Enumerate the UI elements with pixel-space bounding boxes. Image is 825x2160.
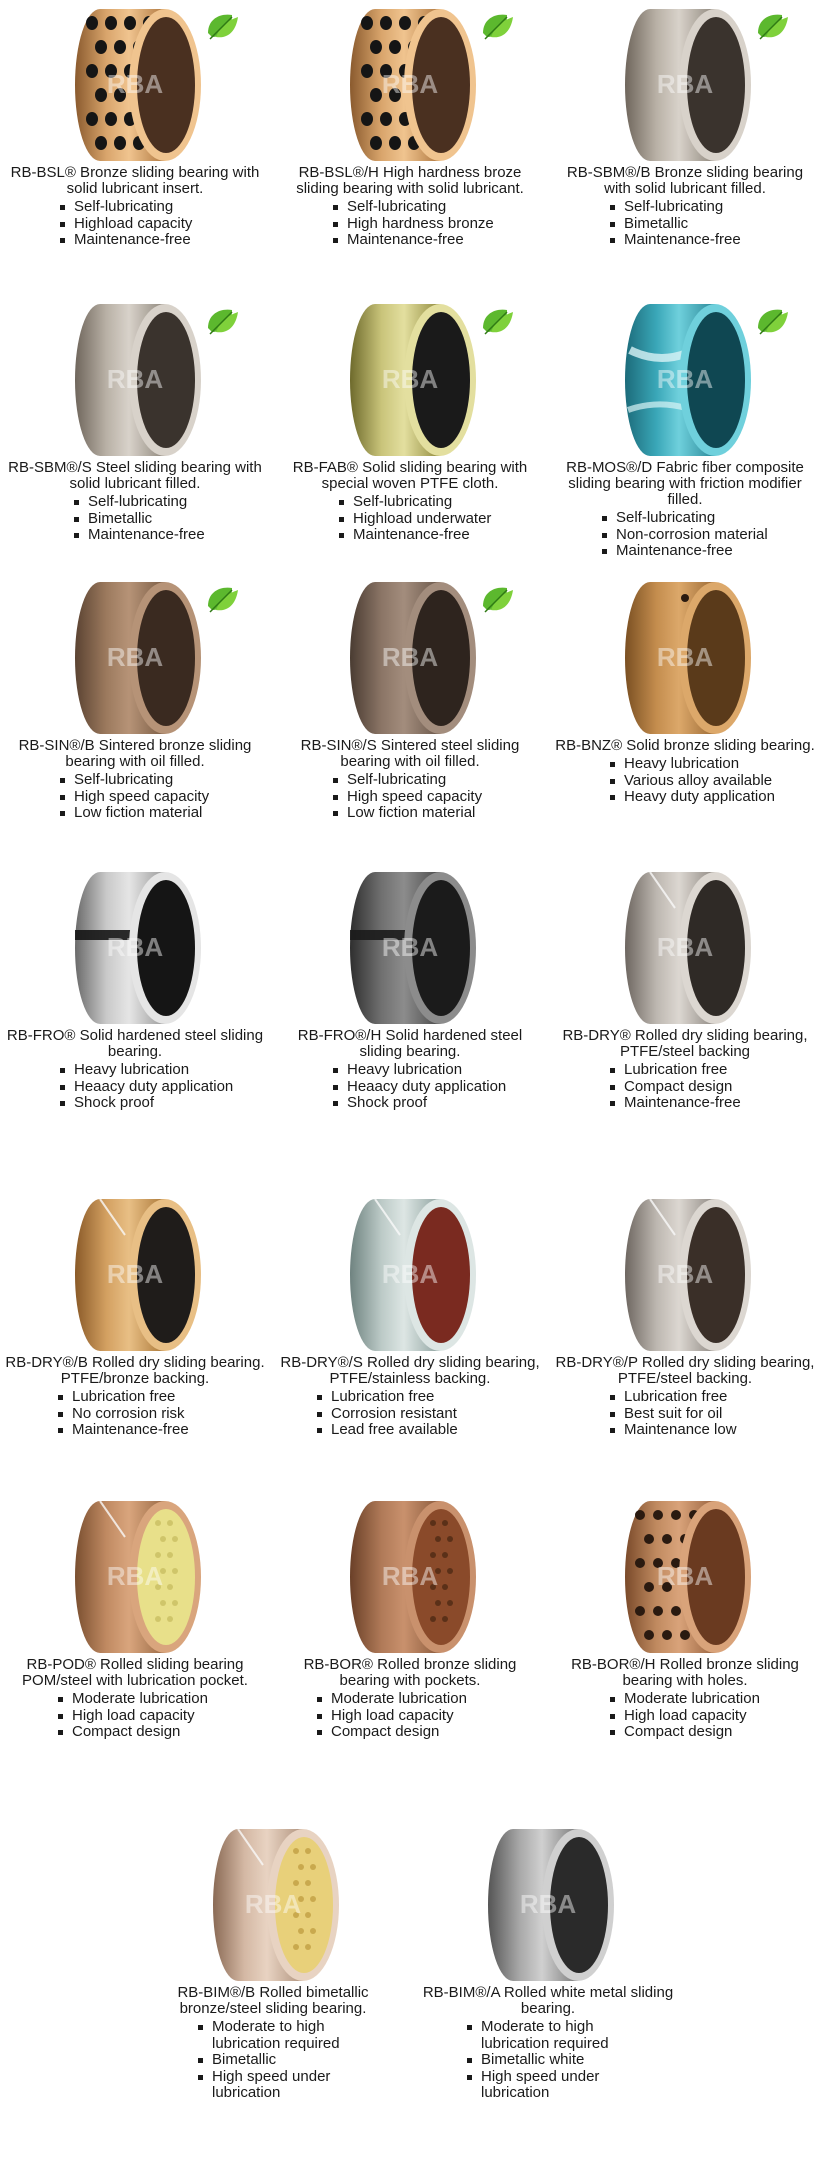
product-card-dry-s[interactable] <box>275 1195 545 1439</box>
product-card-bim-b[interactable] <box>138 1825 408 2102</box>
feature-item: Lubrication free <box>604 1062 820 1079</box>
feature-item: High load capacity <box>604 1708 820 1725</box>
eco-leaf-icon <box>202 302 242 342</box>
feature-list <box>604 1062 820 1112</box>
product-card-fab[interactable] <box>275 300 545 544</box>
feature-list <box>54 1062 270 1112</box>
product-title: RB-FRO® Solid hardened steel sliding bearing. <box>6 1027 264 1060</box>
feature-item: Shock proof <box>54 1095 270 1112</box>
product-title: RB-SIN®/B Sintered bronze sliding bearing with oil filled. <box>18 737 252 770</box>
feature-item: Moderate lubrication <box>52 1691 270 1708</box>
feature-item: Maintenance-free <box>52 1422 270 1439</box>
eco-leaf-icon <box>477 302 517 342</box>
feature-item: High load capacity <box>311 1708 545 1725</box>
rba-watermark: RBA <box>106 642 164 672</box>
feature-item: Self-lubricating <box>68 494 270 511</box>
feature-item: Moderate lubrication <box>604 1691 820 1708</box>
feature-item: High speed under lubrication <box>461 2069 661 2102</box>
product-image <box>550 578 820 738</box>
feature-item: Maintenance-free <box>54 232 270 249</box>
product-card-sbm-s[interactable] <box>0 300 270 544</box>
rba-watermark: RBA <box>106 364 164 394</box>
bushing-image <box>275 1195 545 1355</box>
feature-list <box>327 199 545 249</box>
product-title: RB-BIM®/B Rolled bimetallic bronze/steel sliding bearing. <box>177 1984 369 2017</box>
product-card-sin-b[interactable] <box>0 578 270 822</box>
eco-leaf-icon <box>202 580 242 620</box>
feature-item: Maintenance-free <box>333 527 545 544</box>
eco-leaf-icon <box>752 302 792 342</box>
product-title: RB-DRY®/B Rolled dry sliding bearing. PTFE/bronze backing. <box>5 1354 265 1387</box>
product-image <box>138 1825 408 1985</box>
rba-watermark: RBA <box>106 1259 164 1289</box>
feature-item: Maintenance-free <box>68 527 270 544</box>
feature-item: Bimetallic <box>604 216 820 233</box>
feature-list <box>311 1389 545 1439</box>
rba-watermark: RBA <box>106 932 164 962</box>
product-image <box>0 1497 270 1657</box>
feature-item: Bimetallic <box>192 2052 392 2069</box>
product-card-sin-s[interactable] <box>275 578 545 822</box>
feature-item: Heaacy duty application <box>327 1079 545 1096</box>
feature-item: Heavy lubrication <box>327 1062 545 1079</box>
rba-watermark: RBA <box>244 1889 302 1919</box>
feature-item: Self-lubricating <box>54 199 270 216</box>
product-card-dry-b[interactable] <box>0 1195 270 1439</box>
rba-watermark: RBA <box>381 642 439 672</box>
feature-item: Low fiction material <box>327 805 545 822</box>
rba-watermark: RBA <box>656 642 714 672</box>
product-image <box>275 5 545 165</box>
feature-item: Maintenance-free <box>604 232 820 249</box>
feature-item: Lead free available <box>311 1422 545 1439</box>
rba-watermark: RBA <box>106 69 164 99</box>
rba-watermark: RBA <box>656 364 714 394</box>
feature-list <box>333 494 545 544</box>
product-card-sbm-b[interactable] <box>550 5 820 249</box>
product-title: RB-MOS®/D Fabric fiber composite sliding bearing with friction modifier filled. <box>566 459 804 508</box>
product-title: RB-BNZ® Solid bronze sliding bearing. <box>555 737 815 754</box>
bushing-image <box>275 1497 545 1657</box>
bushing-image <box>550 868 820 1028</box>
rba-watermark: RBA <box>381 932 439 962</box>
product-title: RB-SBM®/B Bronze sliding bearing with solid lubricant filled. <box>566 164 804 197</box>
product-card-mos-d[interactable] <box>550 300 820 560</box>
feature-item: Lubrication free <box>311 1389 545 1406</box>
feature-item: Maintenance low <box>604 1422 820 1439</box>
feature-list <box>604 1691 820 1741</box>
feature-item: Self-lubricating <box>54 772 270 789</box>
product-image <box>550 1195 820 1355</box>
rba-watermark: RBA <box>656 932 714 962</box>
product-image <box>275 1497 545 1657</box>
product-image <box>275 300 545 460</box>
product-title: RB-BOR®/H Rolled bronze sliding bearing with holes. <box>571 1656 799 1689</box>
feature-item: Bimetallic white <box>461 2052 661 2069</box>
feature-item: Self-lubricating <box>604 199 820 216</box>
bushing-image <box>275 868 545 1028</box>
eco-leaf-icon <box>477 7 517 47</box>
product-title: RB-BSL®/H High hardness broze sliding bearing with solid lubricant. <box>296 164 524 197</box>
product-image <box>0 5 270 165</box>
feature-item: No corrosion risk <box>52 1406 270 1423</box>
rba-watermark: RBA <box>656 1561 714 1591</box>
bushing-image <box>0 1497 270 1657</box>
eco-leaf-icon <box>202 7 242 47</box>
product-image <box>550 1497 820 1657</box>
product-card-fro[interactable] <box>0 868 270 1112</box>
feature-item: Compact design <box>311 1724 545 1741</box>
feature-item: Best suit for oil <box>604 1406 820 1423</box>
bushing-image <box>0 868 270 1028</box>
bushing-image <box>550 1195 820 1355</box>
feature-list <box>461 2019 661 2102</box>
feature-item: Maintenance-free <box>596 543 820 560</box>
product-title: RB-FAB® Solid sliding bearing with special woven PTFE cloth. <box>292 459 528 492</box>
feature-list <box>604 1389 820 1439</box>
product-image <box>0 300 270 460</box>
rba-watermark: RBA <box>381 364 439 394</box>
feature-list <box>192 2019 392 2102</box>
rba-watermark: RBA <box>106 1561 164 1591</box>
product-title: RB-SBM®/S Steel sliding bearing with solid lubricant filled. <box>8 459 262 492</box>
feature-list <box>327 1062 545 1112</box>
feature-item: Various alloy available <box>604 773 820 790</box>
rba-watermark: RBA <box>381 1561 439 1591</box>
product-card-bsl-h[interactable] <box>275 5 545 249</box>
feature-item: High speed capacity <box>327 789 545 806</box>
feature-item: Heavy lubrication <box>54 1062 270 1079</box>
product-title: RB-DRY®/S Rolled dry sliding bearing, PTFE/stainless backing. <box>280 1354 540 1387</box>
product-image <box>275 868 545 1028</box>
feature-item: High load capacity <box>52 1708 270 1725</box>
product-title: RB-BIM®/A Rolled white metal sliding bearing. <box>422 1984 674 2017</box>
product-card-dry[interactable] <box>550 868 820 1112</box>
feature-item: Heavy lubrication <box>604 756 820 773</box>
product-title: RB-POD® Rolled sliding bearing POM/steel with lubrication pocket. <box>22 1656 248 1689</box>
feature-item: Heaacy duty application <box>54 1079 270 1096</box>
product-title: RB-BSL® Bronze sliding bearing with solid lubricant insert. <box>10 164 260 197</box>
product-image <box>0 578 270 738</box>
bushing-image <box>550 578 820 738</box>
rba-watermark: RBA <box>656 1259 714 1289</box>
feature-item: Compact design <box>604 1724 820 1741</box>
feature-item: Shock proof <box>327 1095 545 1112</box>
feature-item: Self-lubricating <box>333 494 545 511</box>
product-card-bnz[interactable] <box>550 578 820 806</box>
bushing-image <box>413 1825 683 1985</box>
feature-list <box>604 756 820 806</box>
product-card-fro-h[interactable] <box>275 868 545 1112</box>
product-card-bor[interactable] <box>275 1497 545 1741</box>
eco-leaf-icon <box>477 580 517 620</box>
feature-list <box>54 772 270 822</box>
feature-list <box>311 1691 545 1741</box>
feature-item: Self-lubricating <box>327 199 545 216</box>
product-title: RB-DRY®/P Rolled dry sliding bearing, PTFE/steel backing. <box>555 1354 815 1387</box>
product-title: RB-BOR® Rolled bronze sliding bearing with pockets. <box>303 1656 517 1689</box>
rba-watermark: RBA <box>381 69 439 99</box>
feature-item: Lubrication free <box>52 1389 270 1406</box>
feature-list <box>54 199 270 249</box>
feature-item: Bimetallic <box>68 511 270 528</box>
rba-watermark: RBA <box>656 69 714 99</box>
feature-item: High speed under lubrication <box>192 2069 392 2102</box>
feature-item: Compact design <box>52 1724 270 1741</box>
bushing-image <box>0 1195 270 1355</box>
feature-list <box>327 772 545 822</box>
feature-item: Maintenance-free <box>604 1095 820 1112</box>
product-image <box>550 5 820 165</box>
product-image <box>550 868 820 1028</box>
feature-item: Moderate to high lubrication required <box>461 2019 661 2052</box>
feature-item: Non-corrosion material <box>596 527 820 544</box>
feature-item: Self-lubricating <box>596 510 820 527</box>
feature-list <box>604 199 820 249</box>
feature-item: High speed capacity <box>54 789 270 806</box>
feature-item: Low fiction material <box>54 805 270 822</box>
product-title: RB-SIN®/S Sintered steel sliding bearing with oil filled. <box>300 737 520 770</box>
product-image <box>413 1825 683 1985</box>
feature-item: Self-lubricating <box>327 772 545 789</box>
feature-list <box>52 1389 270 1439</box>
feature-item: Heavy duty application <box>604 789 820 806</box>
feature-item: High hardness bronze <box>327 216 545 233</box>
feature-item: Corrosion resistant <box>311 1406 545 1423</box>
feature-list <box>52 1691 270 1741</box>
bushing-image <box>550 1497 820 1657</box>
feature-item: Maintenance-free <box>327 232 545 249</box>
eco-leaf-icon <box>752 7 792 47</box>
product-card-pod[interactable] <box>0 1497 270 1741</box>
product-image <box>550 300 820 460</box>
feature-item: Compact design <box>604 1079 820 1096</box>
feature-item: Moderate to high lubrication required <box>192 2019 392 2052</box>
product-image <box>275 578 545 738</box>
feature-list <box>68 494 270 544</box>
product-card-dry-p[interactable] <box>550 1195 820 1439</box>
product-image <box>0 868 270 1028</box>
product-image <box>0 1195 270 1355</box>
feature-item: Highload capacity <box>54 216 270 233</box>
product-card-bsl[interactable] <box>0 5 270 249</box>
feature-item: Lubrication free <box>604 1389 820 1406</box>
bushing-image <box>138 1825 408 1985</box>
feature-item: Moderate lubrication <box>311 1691 545 1708</box>
product-card-bor-h[interactable] <box>550 1497 820 1741</box>
rba-watermark: RBA <box>519 1889 577 1919</box>
product-title: RB-FRO®/H Solid hardened steel sliding bearing. <box>297 1027 523 1060</box>
product-image <box>275 1195 545 1355</box>
product-title: RB-DRY® Rolled dry sliding bearing, PTFE/steel backing <box>562 1027 808 1060</box>
feature-item: Highload underwater <box>333 511 545 528</box>
feature-list <box>596 510 820 560</box>
product-card-bim-a[interactable] <box>413 1825 683 2102</box>
rba-watermark: RBA <box>381 1259 439 1289</box>
